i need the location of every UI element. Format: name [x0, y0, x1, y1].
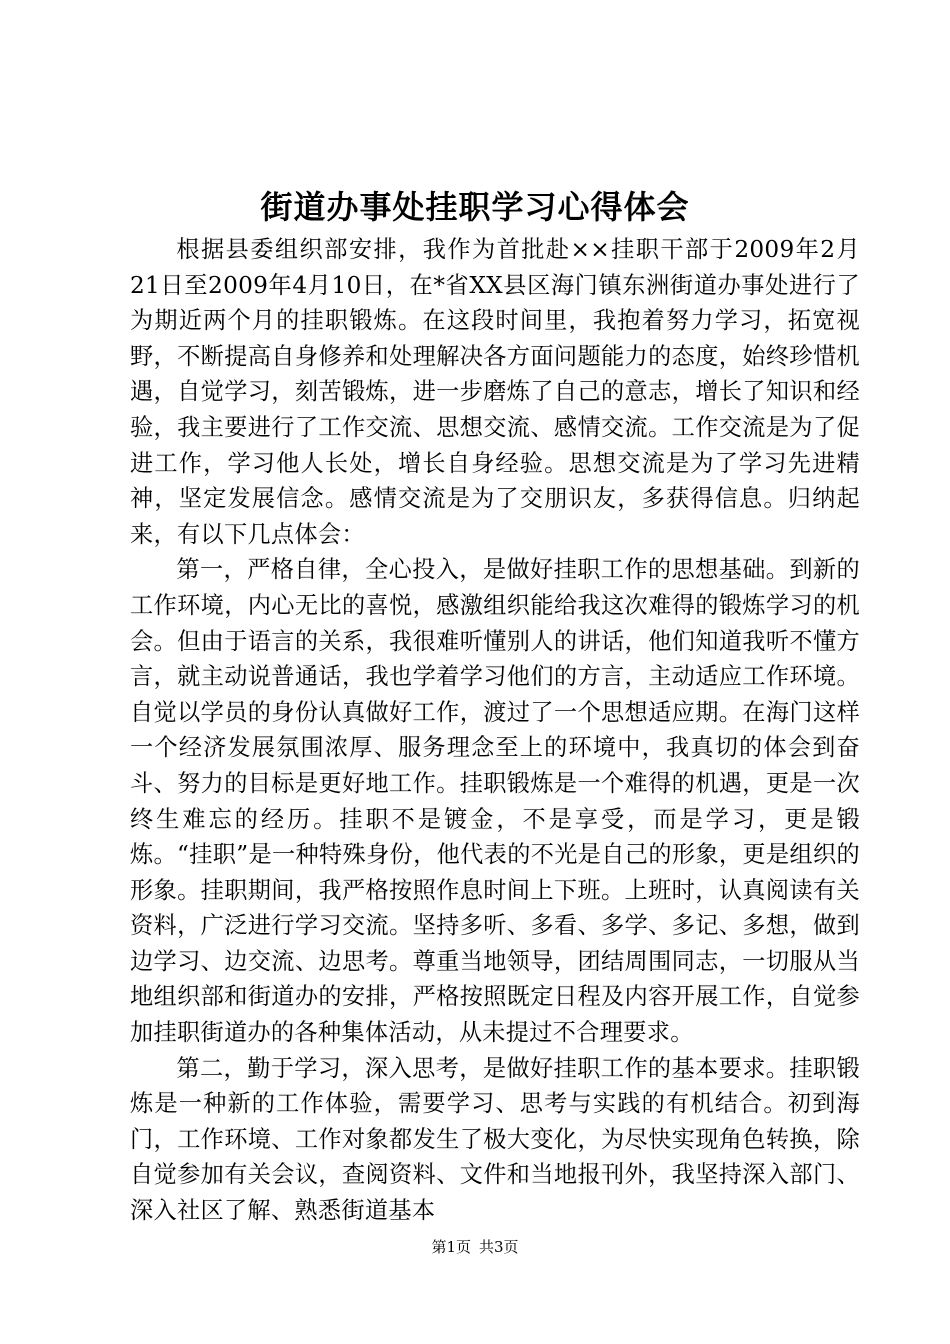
- page-number: 第1页: [431, 1238, 471, 1256]
- document-title: 街道办事处挂职学习心得体会: [260, 188, 690, 226]
- paragraph-intro: 根据县委组织部安排，我作为首批赴××挂职干部于2009年2月21日至2009年4月10日，在*省XX县区海门镇东洲街道办事处进行了为期近两个月的挂职锻炼。在这段时间里，我抱着努力学习，拓宽视野，不断提高自身修养和处理解决各方面问题能力的态度，始终珍惜机遇，自觉学习，刻苦锻炼，进一步磨炼了自己的意志，增长了知识和经验，我主要进行了工作交流、思想交流、感情交流。工作交流是为了促进工作，学习他人长处，增长自身经验。思想交流是为了学习先进精神，坚定发展信念。感情交流是为了交朋识友，多获得信息。归纳起来，有以下几点体会：: [130, 236, 860, 548]
- page-footer: [0, 1237, 950, 1257]
- document-body: [130, 232, 860, 1229]
- page-total: 共3页: [479, 1238, 519, 1256]
- paragraph-point-two: 第二，勤于学习，深入思考，是做好挂职工作的基本要求。挂职锻炼是一种新的工作体验，需要学习、思考与实践的有机结合。初到海门，工作环境、工作对象都发生了极大变化，为尽快实现角色转换，除自觉参加有关会议，查阅资料、文件和当地报刊外，我坚持深入部门、深入社区了解、熟悉街道基本: [130, 1054, 860, 1225]
- paragraph-point-one: 第一，严格自律，全心投入，是做好挂职工作的思想基础。到新的工作环境，内心无比的喜悦，感激组织能给我这次难得的锻炼学习的机会。但由于语言的关系，我很难听懂别人的讲话，他们知道我听不懂方言，就主动说普通话，我也学着学习他们的方言，主动适应工作环境。自觉以学员的身份认真做好工作，渡过了一个思想适应期。在海门这样一个经济发展氛围浓厚、服务理念至上的环境中，我真切的体会到奋斗、努力的目标是更好地工作。挂职锻炼是一个难得的机遇，更是一次终生难忘的经历。挂职不是镀金，不是享受，而是学习，更是锻炼。“挂职”是一种特殊身份，他代表的不光是自己的形象，更是组织的形象。挂职期间，我严格按照作息时间上下班。上班时，认真阅读有关资料，广泛进行学习交流。坚持多听、多看、多学、多记、多想，做到边学习、边交流、边思考。尊重当地领导，团结周围同志，一切服从当地组织部和街道办的安排，严格按照既定日程及内容开展工作，自觉参加挂职街道办的各种集体活动，从未提过不合理要求。: [130, 556, 860, 1047]
